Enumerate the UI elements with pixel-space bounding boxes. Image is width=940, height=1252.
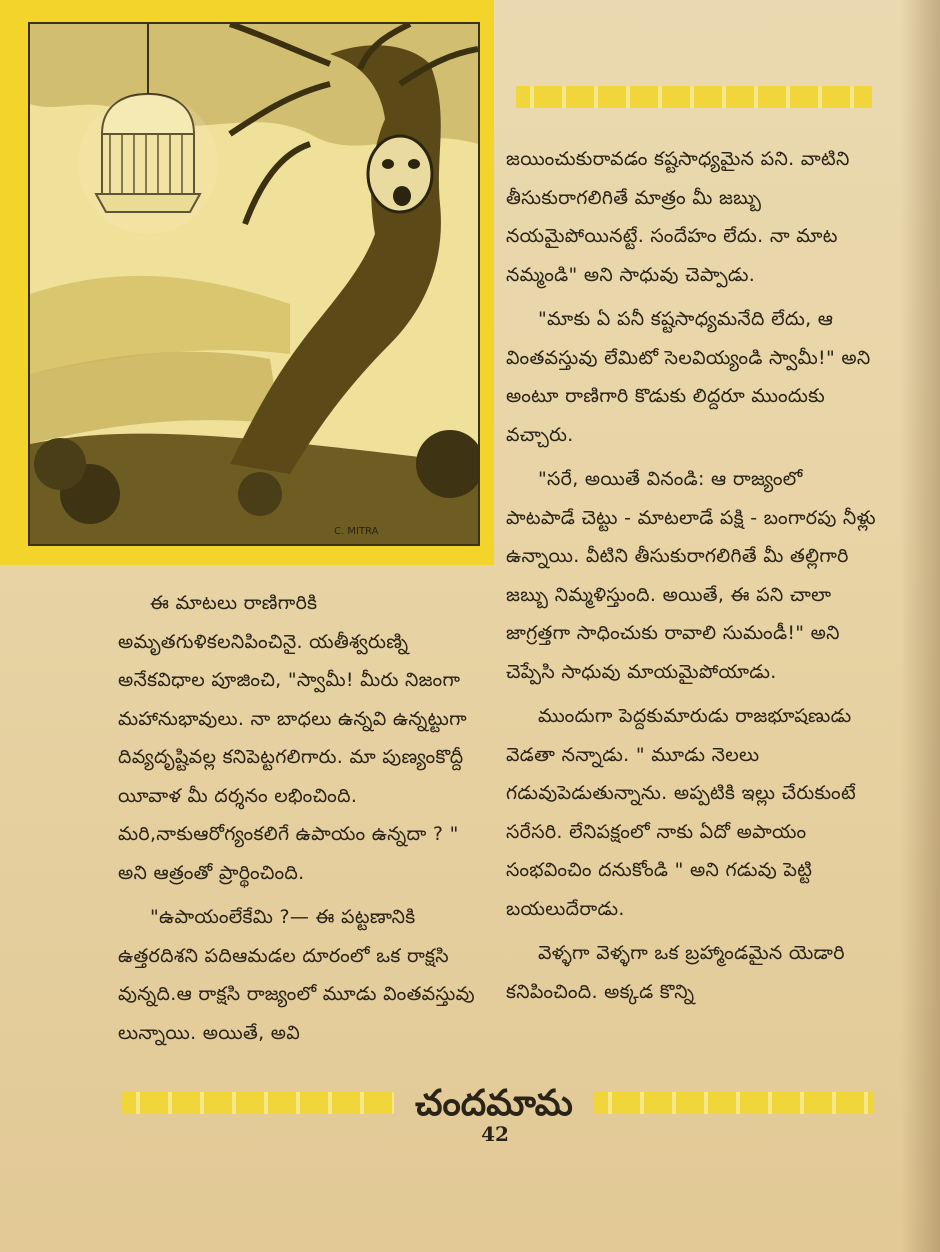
right-text-column	[506, 140, 878, 1011]
decorative-border-bottom-left	[122, 1092, 394, 1114]
magazine-title: చందమామ	[415, 1083, 573, 1124]
paragraph: "మాకు ఏ పనీ కష్టసాధ్యమనేది లేదు, ఆ వింతవస్తువు లేమిటో సెలవియ్యండి స్వామీ!" అని అంటూ రాణిగారి కొడుకు లిద్దరూ ముందుకు వచ్చారు.	[506, 308, 871, 446]
paragraph: "ఉపాయంలేకేమి ?— ఈ పట్టణానికి ఉత్తరదిశని పదిఆమడల దూరంలో ఒక రాక్షసి వున్నది.ఆ రాక్షసి రాజ్యంలో మూడు వింతవస్తువు లున్నాయి. అయితే, అవి	[118, 906, 475, 1044]
illustrator-signature: C. MITRA	[334, 526, 379, 537]
paragraph: ముందుగా పెద్దకుమారుడు రాజభూషణుడు వెడతా నన్నాడు. " మూడు నెలలు గడువుపెడుతున్నాను. అప్పటికి ఇల్లు చేరుకుంటే సరేసరి. లేనిపక్షంలో నాకు ఏదో అపాయం సంభవించిం దనుకోండి " అని గడువు పెట్టి బయలుదేరాడు.	[506, 705, 856, 920]
page-number: 42	[481, 1122, 509, 1146]
decorative-border-bottom-right	[594, 1092, 874, 1114]
paragraph: వెళ్ళగా వెళ్ళగా ఒక బ్రహ్మాండమైన యెడారి కనిపించింది. అక్కడ కొన్ని	[506, 942, 845, 1003]
paragraph: జయించుకురావడం కష్టసాధ్యమైన పని. వాటిని తీసుకురాగలిగితే మాత్రం మీ జబ్బు నయమైపోయినట్టే. సందేహం లేదు. నా మాట నమ్మండి" అని సాధువు చెప్పాడు.	[506, 148, 850, 286]
decorative-border-top	[516, 86, 872, 108]
illustration-talking-tree	[28, 22, 480, 546]
left-text-column	[118, 584, 486, 1052]
paragraph: ఈ మాటలు రాణిగారికి అమృతగుళికలనిపించినై. యతీశ్వరుణ్ని అనేకవిధాల పూజించి, "స్వామీ! మీరు నిజంగా మహానుభావులు. నా బాధలు ఉన్నవి ఉన్నట్టుగా దివ్యదృష్టివల్ల కనిపెట్టగలిగారు. మా పుణ్యంకొద్దీ యీవాళ మీ దర్శనం లభించింది. మరి,నాకుఆరోగ్యంకలిగే ఉపాయం ఉన్నదా ? " అని ఆత్రంతో ప్రార్థించింది.	[118, 592, 467, 884]
paragraph: "సరే, అయితే వినండి: ఆ రాజ్యంలో పాటపాడే చెట్టు - మాటలాడే పక్షి - బంగారపు నీళ్లు ఉన్నాయి. వీటిని తీసుకురాగలిగితే మీ తల్లిగారి జబ్బు నిమ్మళిస్తుంది. అయితే, ఈ పని చాలా జాగ్రత్తగా సాధించుకు రావాలి సుమండీ!" అని చెప్పేసి సాధువు మాయమైపోయాడు.	[506, 468, 876, 683]
